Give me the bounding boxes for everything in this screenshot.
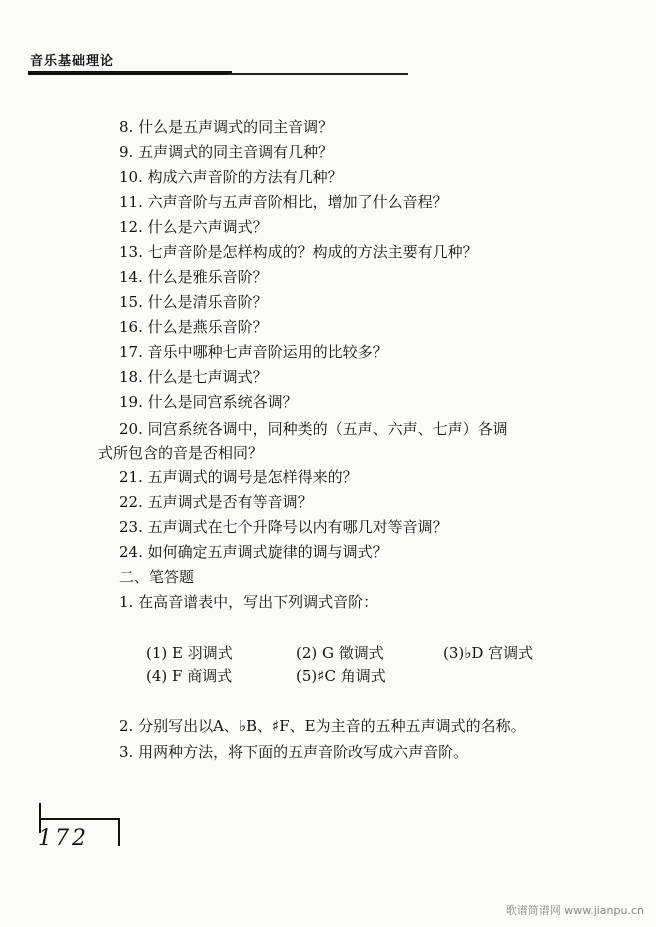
header-rule-thin xyxy=(228,73,408,75)
question-item: 21. 五声调式的调号是怎样得来的？ xyxy=(119,468,358,486)
scale-item: (4) F 商调式 xyxy=(146,667,233,685)
question-item: 11. 六声音阶与五声音阶相比，增加了什么音程？ xyxy=(119,193,448,211)
question-item: 9. 五声调式的同主音调有几种？ xyxy=(119,143,334,161)
task-1: 1. 在高音谱表中，写出下列调式音阶： xyxy=(119,593,379,611)
question-item-continuation: 式所包含的音是否相同？ xyxy=(98,444,264,462)
section-heading: 二、笔答题 xyxy=(119,568,195,586)
question-item: 18. 什么是七声调式？ xyxy=(119,368,268,386)
scale-item: (1) E 羽调式 xyxy=(146,644,233,662)
question-item: 16. 什么是燕乐音阶？ xyxy=(119,318,268,336)
question-item: 8. 什么是五声调式的同主音调？ xyxy=(119,118,334,136)
page-number: 172 xyxy=(38,826,89,851)
question-item: 23. 五声调式在七个升降号以内有哪几对等音调？ xyxy=(119,518,448,536)
question-item: 20. 同宫系统各调中，同种类的（五声、六声、七声）各调 xyxy=(119,420,508,438)
task-3: 3. 用两种方法，将下面的五声音阶改写成六声音阶。 xyxy=(119,743,469,761)
scale-item: (5)♯C 角调式 xyxy=(296,667,386,685)
question-item: 13. 七声音阶是怎样构成的？构成的方法主要有几种？ xyxy=(119,243,478,261)
question-item: 15. 什么是清乐音阶？ xyxy=(119,293,268,311)
question-item: 14. 什么是雅乐音阶？ xyxy=(119,268,268,286)
question-item: 10. 构成六声音阶的方法有几种？ xyxy=(119,168,343,186)
question-item: 12. 什么是六声调式？ xyxy=(119,218,268,236)
page-header-title: 音乐基础理论 xyxy=(30,54,115,69)
question-item: 22. 五声调式是否有等音调？ xyxy=(119,493,313,511)
footer-rule-horizontal xyxy=(39,818,119,820)
header-rule-thick xyxy=(28,71,232,75)
scale-item: (2) G 徵调式 xyxy=(296,644,384,662)
watermark: 歌谱简谱网 www.jianpu.cn xyxy=(505,904,644,917)
question-item: 17. 音乐中哪种七声音阶运用的比较多？ xyxy=(119,343,388,361)
footer-rule-vertical-right xyxy=(118,818,120,846)
scale-item: (3)♭D 宫调式 xyxy=(443,644,534,662)
question-item: 19. 什么是同宫系统各调？ xyxy=(119,393,298,411)
question-item: 24. 如何确定五声调式旋律的调与调式？ xyxy=(119,543,388,561)
task-2: 2. 分别写出以A、♭B、♯F、E为主音的五种五声调式的名称。 xyxy=(119,717,526,735)
